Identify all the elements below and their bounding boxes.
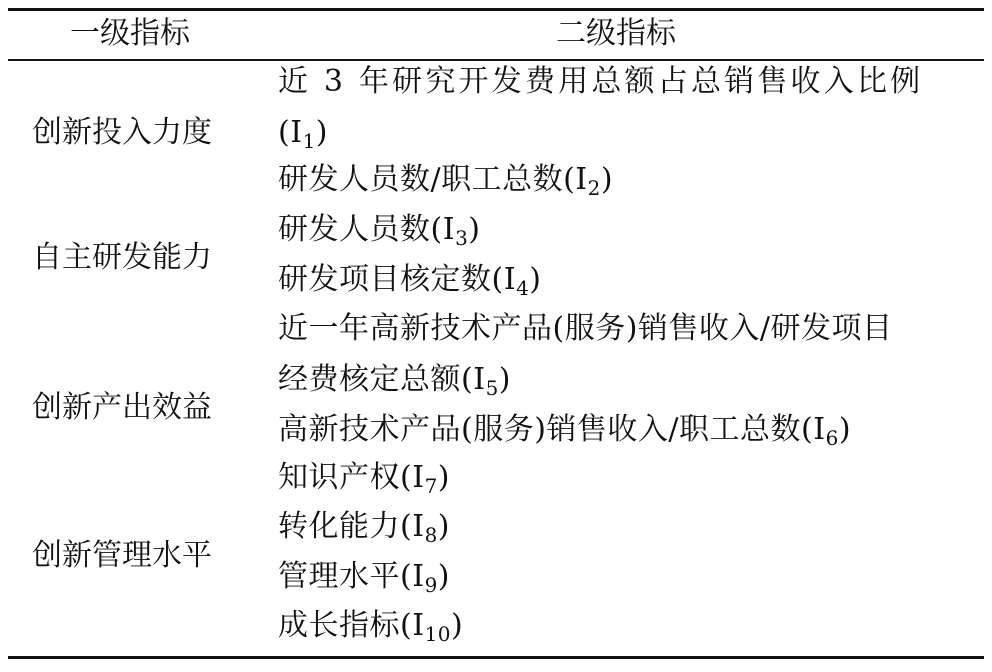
- indicator-subscript: 8: [424, 523, 438, 547]
- indicator-item: [278, 507, 450, 555]
- indicator-close: ): [498, 362, 512, 397]
- indicator-close: ): [315, 115, 329, 150]
- indicator-close: ): [529, 262, 542, 297]
- indicator-close: ): [838, 412, 852, 447]
- indicator-subscript: 5: [485, 376, 499, 400]
- indicator-text: 研发人员数/职工总数(I: [278, 162, 588, 197]
- indicator-text: 近一年高新技术产品(服务)销售收入/研发项目: [278, 311, 893, 346]
- indicator-code: (I: [278, 115, 303, 150]
- indicator-close: ): [451, 608, 464, 643]
- indicator-item: [278, 606, 463, 654]
- indicator-subscript: 1: [302, 129, 316, 153]
- indicator-text: 知识产权(I: [278, 460, 425, 495]
- indicator-item: [278, 260, 542, 308]
- indicator-close: ): [437, 460, 451, 495]
- header-level-1: 一级指标: [70, 16, 190, 51]
- indicator-item: [278, 309, 893, 349]
- table-top-rule: [8, 8, 984, 11]
- indicator-subscript: 6: [825, 426, 839, 450]
- table-header-rule: [8, 59, 984, 61]
- indicator-subscript: 7: [424, 474, 438, 498]
- indicator-item: [278, 410, 851, 458]
- indicator-close: ): [437, 509, 451, 544]
- category-independent-rd: 自主研发能力: [32, 240, 212, 275]
- indicator-item: [278, 62, 923, 102]
- indicator-item-continued: [278, 113, 328, 161]
- indicator-subscript: 2: [587, 176, 601, 200]
- indicator-text: 转化能力(I: [278, 509, 425, 544]
- category-innovation-output: 创新产出效益: [32, 390, 212, 425]
- indicator-code: 经费核定总额(I: [278, 362, 486, 397]
- indicator-subscript: 9: [424, 573, 438, 597]
- indicator-item: [278, 210, 481, 258]
- indicator-item-continued: [278, 360, 511, 408]
- indicator-close: ): [468, 212, 481, 247]
- indicator-text: 近 3 年研究开发费用总额占总销售收入比例: [278, 64, 924, 99]
- indicator-close: ): [437, 559, 451, 594]
- indicator-text: 管理水平(I: [278, 559, 425, 594]
- indicator-item: [278, 557, 450, 605]
- indicator-subscript: 4: [516, 276, 530, 300]
- indicator-item: [278, 458, 450, 506]
- category-innovation-management: 创新管理水平: [32, 538, 212, 573]
- indicator-item: [278, 160, 613, 208]
- indicator-close: ): [600, 162, 614, 197]
- table-bottom-rule: [8, 656, 984, 659]
- indicator-subscript: 10: [424, 622, 452, 646]
- indicator-text: 成长指标(I: [278, 608, 425, 643]
- indicator-text: 研发项目核定数(I: [278, 262, 517, 297]
- indicator-text: 高新技术产品(服务)销售收入/职工总数(I: [278, 412, 826, 447]
- header-level-2: 二级指标: [556, 16, 676, 51]
- indicator-text: 研发人员数(I: [278, 212, 456, 247]
- category-innovation-input: 创新投入力度: [32, 115, 212, 150]
- indicator-subscript: 3: [455, 226, 469, 250]
